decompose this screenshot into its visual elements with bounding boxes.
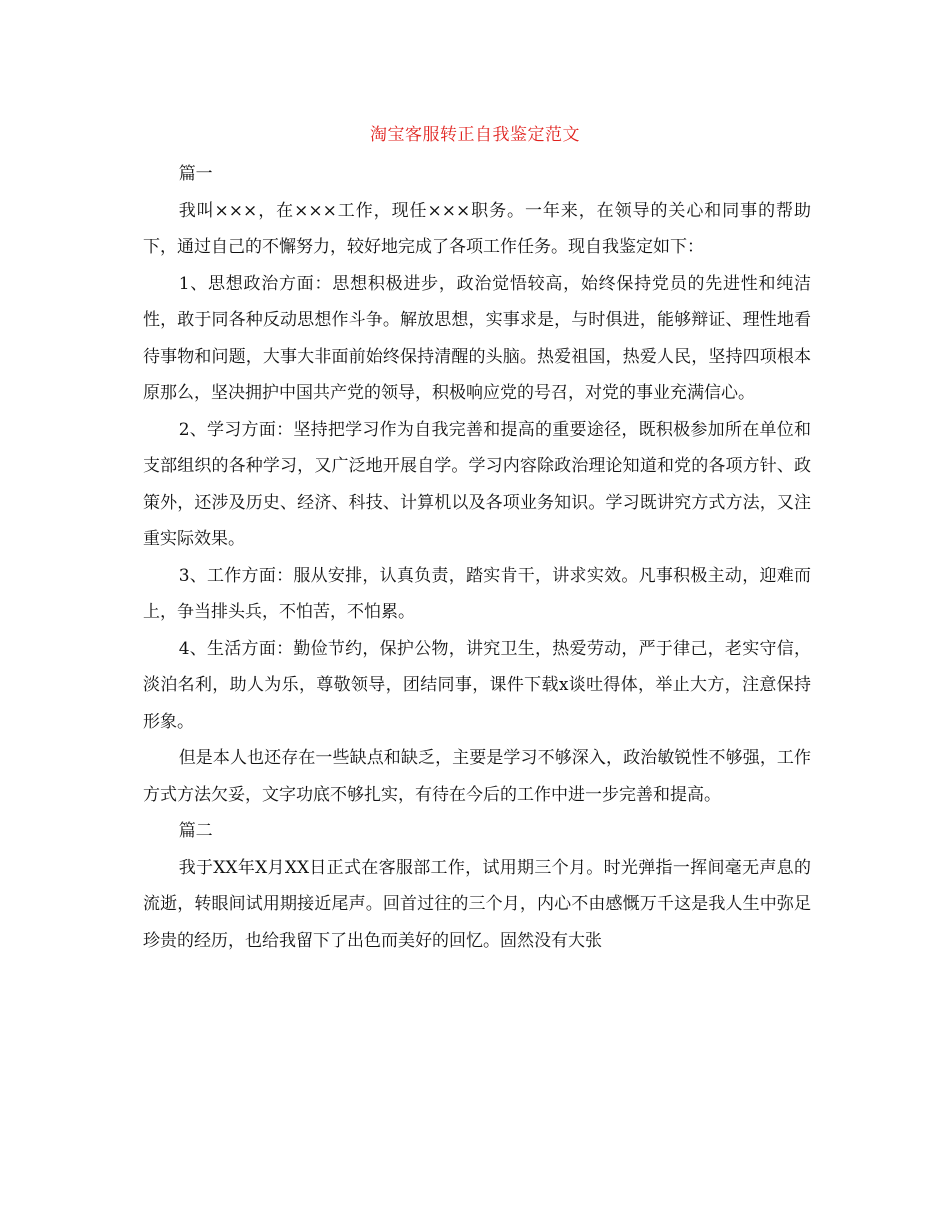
paragraph-study: 2、学习方面：坚持把学习作为自我完善和提高的重要途径，既积极参加所在单位和支部组织的各种学习，又广泛地开展自学。学习内容除政治理论知道和党的各项方针、政策外，还涉及历史、经济、科技、计算机以及各项业务知识。学习既讲究方式方法，又注重实际效果。 — [143, 419, 811, 549]
paragraph-life: 4、生活方面：勤俭节约，保护公物，讲究卫生，热爱劳动，严于律己，老实守信，淡泊名利，助人为乐，尊敬领导，团结同事，课件下载x谈吐得体，举止大方，注意保持形象。 — [143, 638, 811, 732]
document-body — [143, 156, 811, 959]
paragraph-work: 3、工作方面：服从安排，认真负责，踏实肯干，讲求实效。凡事积极主动，迎难而上，争当排头兵，不怕苦，不怕累。 — [143, 565, 811, 622]
section-heading-1: 篇一 — [178, 164, 213, 184]
section-heading-2: 篇二 — [178, 821, 213, 841]
paragraph-politics: 1、思想政治方面：思想积极进步，政治觉悟较高，始终保持党员的先进性和纯洁性，敢于同各种反动思想作斗争。解放思想，实事求是，与时俱进，能够辩证、理性地看待事物和问题，大事大非面前始终保持清醒的头脑。热爱祖国，热爱人民，坚持四项根本原那么，坚决拥护中国共产党的领导，积极响应党的号召，对党的事业充满信心。 — [143, 273, 811, 403]
document-title: 淘宝客服转正自我鉴定范文 — [370, 125, 580, 145]
paragraph-part-two: 我于XX年X月XX日正式在客服部工作，试用期三个月。时光弹指一挥间毫无声息的流逝，转眼间试用期接近尾声。回首过往的三个月，内心不由感慨万千这是我人生中弥足珍贵的经历，也给我留下了出色而美好的回忆。固然没有大张 — [143, 857, 811, 951]
paragraph-intro: 我叫×××，在×××工作，现任×××职务。一年来，在领导的关心和同事的帮助下，通过自己的不懈努力，较好地完成了各项工作任务。现自我鉴定如下： — [143, 200, 811, 257]
paragraph-shortcomings: 但是本人也还存在一些缺点和缺乏，主要是学习不够深入，政治敏锐性不够强，工作方式方法欠妥，文字功底不够扎实，有待在今后的工作中进一步完善和提高。 — [143, 748, 811, 805]
